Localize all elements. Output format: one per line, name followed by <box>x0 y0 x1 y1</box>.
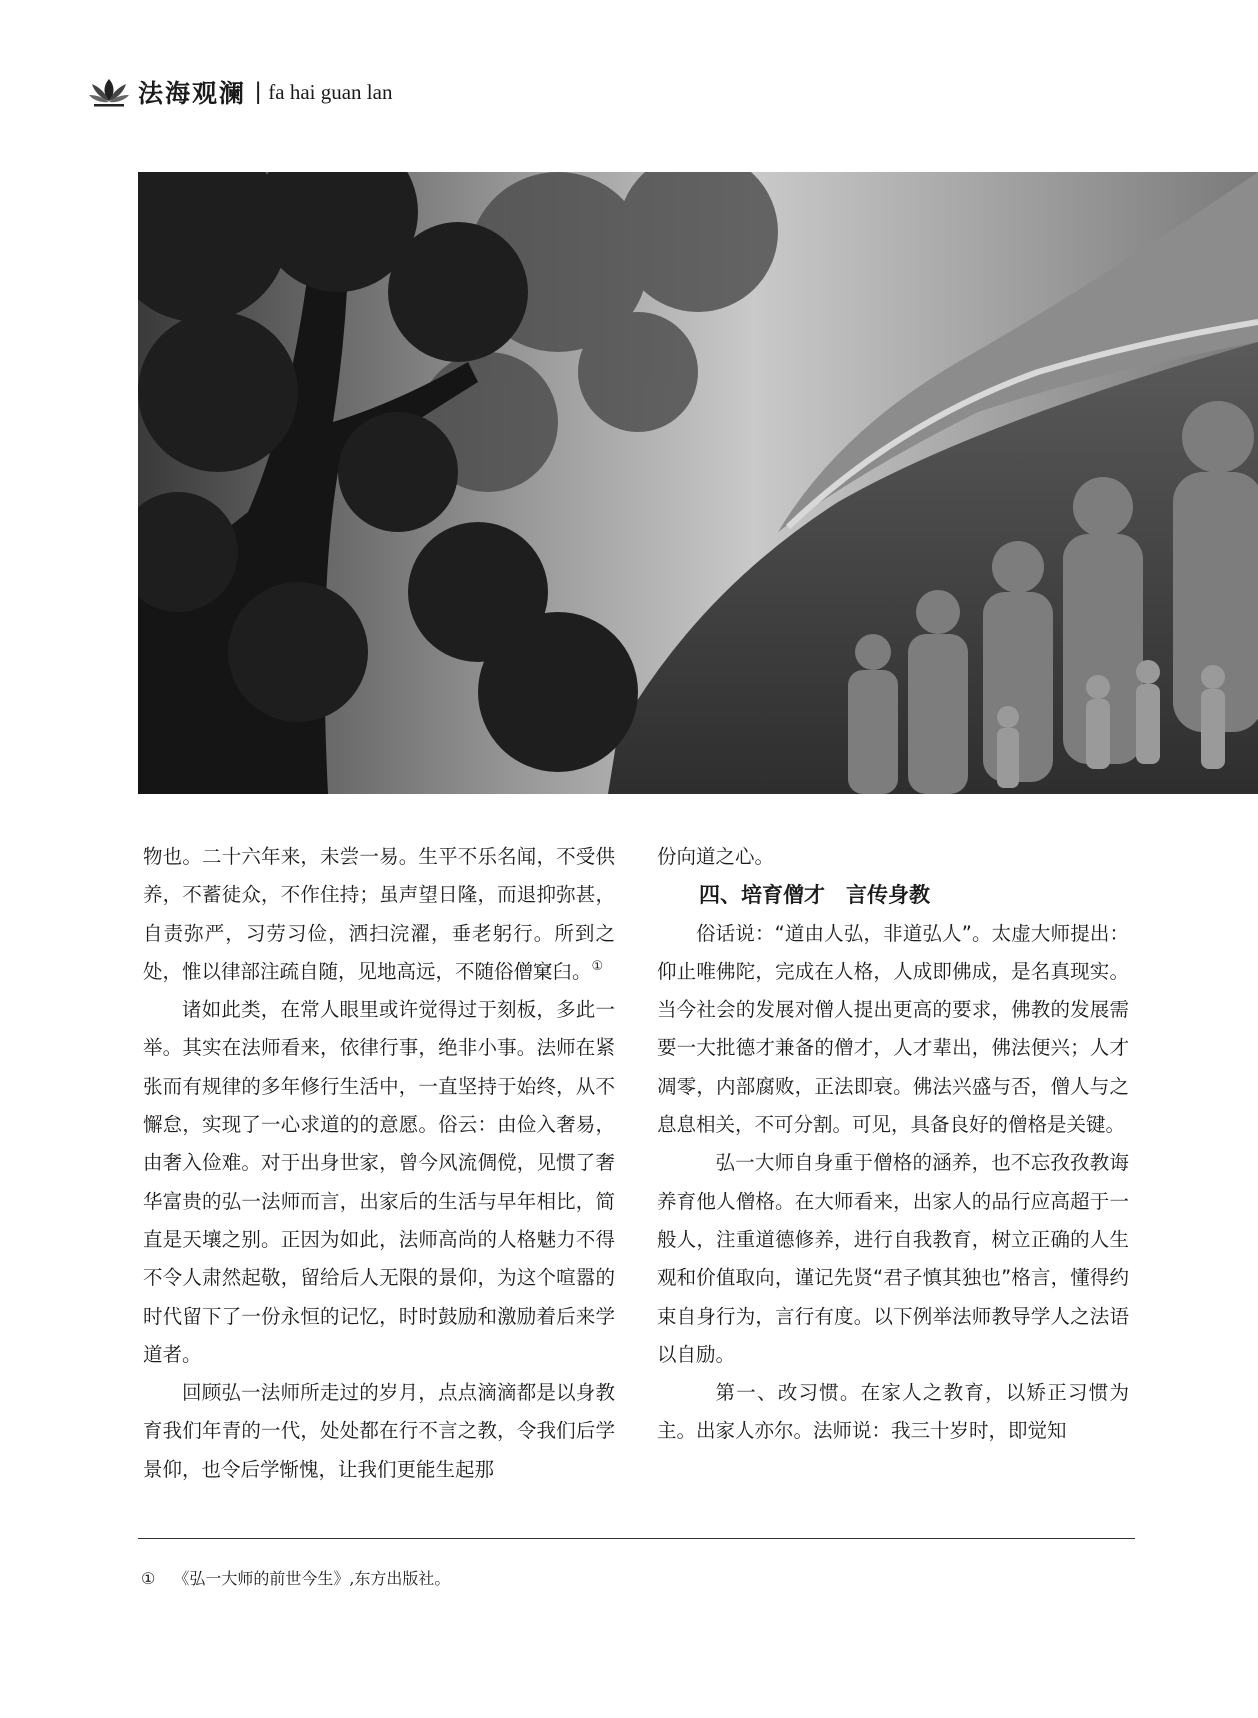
page-header <box>88 72 392 112</box>
cliff-buddha-statues-photo <box>138 172 1258 794</box>
paragraph <box>143 838 615 991</box>
paragraph: 份向道之心。 <box>657 845 775 868</box>
footnote-ref[interactable]: ① <box>591 958 604 974</box>
left-column <box>143 838 615 1489</box>
paragraph: 弘一大师自身重于僧格的涵养，也不忘孜孜教诲养育他人僧格。在大师看来，出家人的品行应高超于一般人，注重道德修养，进行自我教育，树立正确的人生观和价值取向，谨记先贤“君子慎其独也”格言，懂得约束自身行为，言行有度。以下例举法师教导学人之法语以自励。 <box>657 1151 1129 1366</box>
paragraph: 诸如此类，在常人眼里或许觉得过于刻板，多此一举。其实在法师看来，依律行事，绝非小事。法师在紧张而有规律的多年修行生活中，一直坚持于始终，从不懈怠，实现了一心求道的的意愿。俗云：由俭入奢易，由奢入俭难。对于出身世家，曾今风流倜傥，见惯了奢华富贵的弘一法师而言，出家后的生活与早年相比，简直是天壤之别。正因为如此，法师高尚的人格魅力不得不令人肃然起敬，留给后人无限的景仰，为这个喧嚣的时代留下了一份永恒的记忆，时时鼓励和激励着后来学道者。 <box>143 998 615 1366</box>
paragraph: 第一、改习惯。在家人之教育，以矫正习惯为主。出家人亦尔。法师说：我三十岁时，即觉知 <box>657 1381 1129 1443</box>
paragraph: 回顾弘一法师所走过的岁月，点点滴滴都是以身教育我们年青的一代，处处都在行不言之教，令我们后学景仰，也令后学惭愧，让我们更能生起那 <box>143 1381 615 1481</box>
paragraph: 俗话说：“道由人弘，非道弘人”。太虚大师提出：仰止唯佛陀，完成在人格，人成即佛成，是名真现实。当今社会的发展对僧人提出更高的要求，佛教的发展需要一大批德才兼备的僧才，人才辈出，佛法便兴；人才凋零，内部腐败，正法即衰。佛法兴盛与否，僧人与之息息相关，不可分割。可见，具备良好的僧格是关键。 <box>657 921 1129 1137</box>
lotus-icon <box>88 76 130 108</box>
magazine-title-cn: 法海观澜 <box>138 79 247 108</box>
footnote-text: 《弘一大师的前世今生》,东方出版社。 <box>173 1569 451 1588</box>
title-separator: | <box>255 78 262 105</box>
paragraph-text: 物也。二十六年来，未尝一易。生平不乐名闻，不受供养，不蓄徒众，不作住持；虽声望日隆，而退抑弥甚，自责弥严，习劳习俭，洒扫浣濯，垂老躬行。所到之处，惟以律部注疏自随，见地高远，不随俗僧窠臼。 <box>143 845 615 983</box>
magazine-title-en: fa hai guan lan <box>268 79 393 104</box>
footnote <box>141 1566 468 1589</box>
section-heading: 四、培育僧才 言传身教 <box>699 883 930 908</box>
footnote-divider <box>138 1538 1135 1539</box>
right-column <box>657 838 1129 1451</box>
footnote-marker: ① <box>141 1569 156 1588</box>
